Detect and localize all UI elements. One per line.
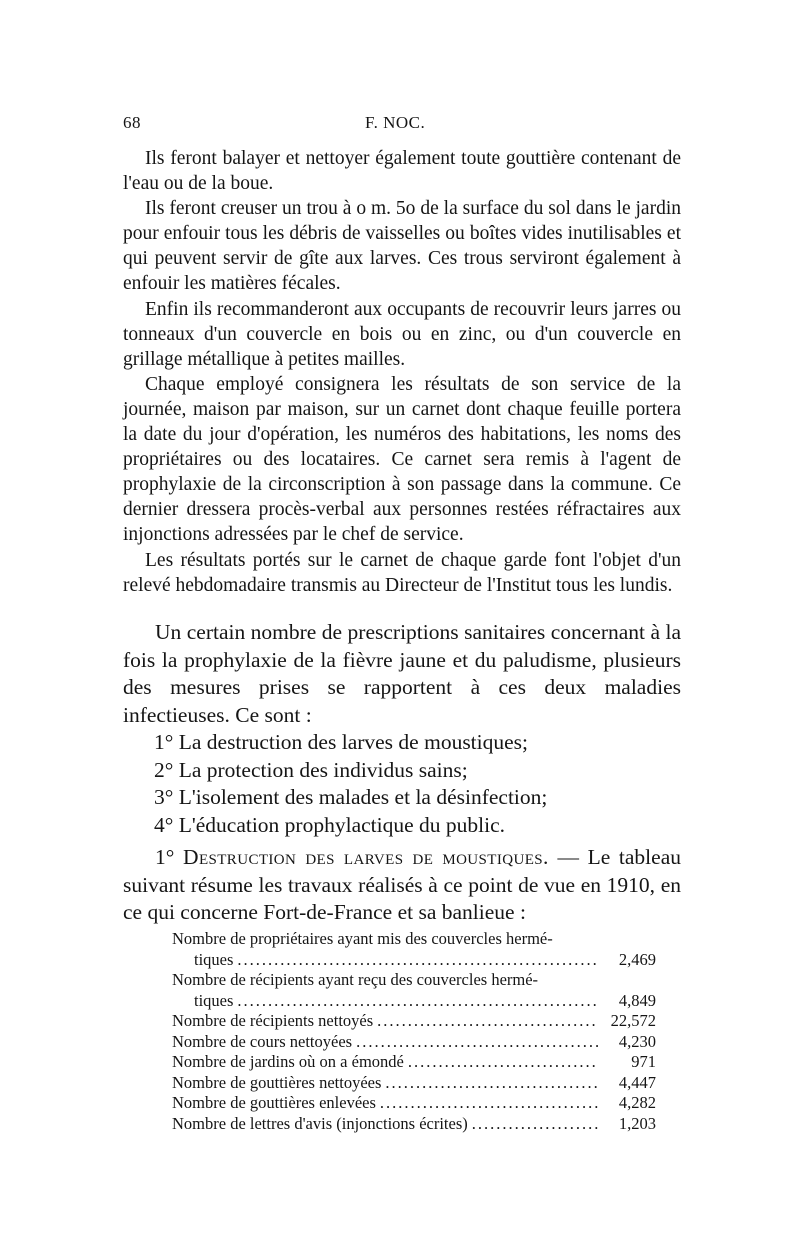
table-row	[172, 970, 656, 991]
list-item: 2° La protection des individus sains;	[154, 757, 468, 782]
section-body: — Le tableau suivant résume les travaux réalisés à ce point de vue en 1910, en ce qui concerne Fort-de-France et sa banlieue :	[123, 845, 681, 924]
instructions-section	[123, 146, 681, 598]
table-row	[172, 1011, 656, 1032]
dot-leader	[472, 1114, 598, 1135]
row-value: 22,572	[610, 1011, 656, 1030]
list-item: 1° La destruction des larves de moustiques;	[154, 730, 529, 754]
table-row	[172, 1032, 656, 1053]
dot-leader	[385, 1073, 598, 1094]
paragraph: Enfin ils recommanderont aux occupants de recouvrir leurs jarres ou tonneaux d'un couvercle en bois ou en zinc, ou d'un couvercle en grillage métallique à petites mailles.	[123, 298, 681, 370]
row-label: Nombre de propriétaires ayant mis des couvercles hermé-	[172, 929, 553, 948]
section-number: 1°	[155, 845, 175, 869]
results-table	[172, 929, 656, 1134]
table-row	[172, 991, 656, 1012]
row-value: 4,849	[618, 990, 656, 1010]
row-label: Nombre de gouttières nettoyées	[172, 1072, 382, 1092]
dot-leader	[408, 1052, 598, 1073]
list-item: 4° L'éducation prophylactique du public.	[154, 812, 506, 837]
page-number: 68	[123, 113, 141, 132]
measures-list	[123, 729, 681, 839]
section-paragraph	[123, 844, 681, 927]
prescriptions-section	[123, 619, 681, 839]
table-row	[172, 929, 656, 950]
paragraph: Chaque employé consignera les résultats de son service de la journée, maison par maison, sur un carnet dont chaque feuille portera la date du jour d'opération, les numéros des habitations, les noms des propriétaires ou des locataires. Ce carnet sera remis à l'agent de prophylaxie de la circonscription à son passage dans la commune. Ce dernier dressera procès-verbal aux personnes restées réfractaires aux injonctions adressées par le chef de service.	[123, 373, 681, 546]
row-value: 4,282	[618, 1093, 656, 1112]
running-title: F. NOC.	[365, 113, 426, 132]
section-heading: Destruction des larves de moustiques.	[183, 845, 549, 869]
dot-leader	[237, 950, 598, 971]
running-header	[123, 113, 683, 137]
row-label: Nombre de lettres d'avis (injonctions écrites)	[172, 1113, 468, 1133]
larvae-destruction-section	[123, 844, 681, 927]
row-value: 4,230	[618, 1031, 656, 1051]
row-value: 4,447	[618, 1072, 656, 1092]
dot-leader	[377, 1011, 598, 1032]
table-row	[172, 1052, 656, 1073]
dot-leader	[237, 991, 598, 1012]
table-row	[172, 1073, 656, 1094]
dot-leader	[356, 1032, 598, 1053]
table-row	[172, 1093, 656, 1114]
dot-leader	[380, 1093, 598, 1114]
intro-paragraph: Un certain nombre de prescriptions sanitaires concernant à la fois la prophylaxie de la fièvre jaune et du paludisme, plusieurs des mesures prises se rapportent à ces deux maladies infectieuses. Ce sont :	[123, 620, 681, 727]
list-item: 3° L'isolement des malades et la désinfection;	[154, 785, 548, 809]
table-row	[172, 950, 656, 971]
paragraph: Ils feront creuser un trou à o m. 5o de la surface du sol dans le jardin pour enfouir tous les débris de vaisselles ou boîtes vides inutilisables et qui peuvent servir de gîte aux larves. Ces trous serviront également à enfouir les matières fécales.	[123, 198, 681, 295]
table-row	[172, 1114, 656, 1135]
row-value: 971	[631, 1052, 656, 1071]
row-label: Nombre de gouttières enlevées	[172, 1093, 376, 1112]
row-label: Nombre de récipients ayant reçu des couvercles hermé-	[172, 970, 539, 989]
row-label: Nombre de jardins où on a émondé	[172, 1052, 404, 1071]
row-value: 1,203	[618, 1113, 656, 1133]
row-label: Nombre de cours nettoyées	[172, 1031, 353, 1051]
paragraph: Les résultats portés sur le carnet de chaque garde font l'objet d'un relevé hebdomadaire transmis au Directeur de l'Institut tous les lundis.	[123, 549, 681, 596]
row-label: tiques	[194, 990, 234, 1010]
paragraph: Ils feront balayer et nettoyer également toute gouttière contenant de l'eau ou de la boue.	[123, 148, 681, 195]
row-label: Nombre de récipients nettoyés	[172, 1011, 374, 1030]
row-label: tiques	[194, 949, 234, 969]
row-value: 2,469	[618, 949, 656, 969]
